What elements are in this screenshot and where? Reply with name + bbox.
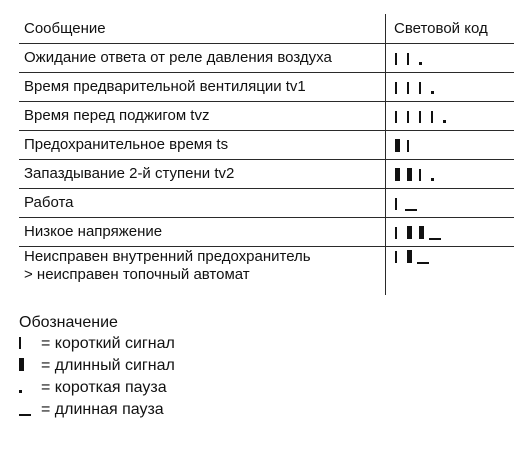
- long-pause-icon: [19, 414, 31, 416]
- row-code: [385, 160, 514, 188]
- table-row: [19, 102, 514, 131]
- short-pause-icon: [419, 62, 422, 65]
- legend-text: = короткий сигнал: [41, 335, 175, 352]
- short-signal-icon: [395, 82, 397, 94]
- long-signal-icon: [419, 226, 424, 239]
- row-message: Ожидание ответа от реле давления воздуха: [24, 49, 332, 66]
- row-message: Низкое напряжение: [24, 223, 163, 240]
- column-divider: [385, 14, 386, 295]
- short-signal-icon: [395, 251, 397, 263]
- legend-item: [19, 333, 175, 355]
- short-signal-icon: [395, 227, 397, 239]
- table-header-row: [19, 14, 514, 44]
- short-signal-icon: [395, 198, 397, 210]
- legend-symbol-icon: [19, 333, 39, 355]
- short-pause-icon: [443, 120, 446, 123]
- long-signal-icon: [407, 250, 412, 263]
- legend-text: = короткая пауза: [41, 379, 167, 396]
- long-signal-icon: [395, 168, 400, 181]
- table-row: [19, 189, 514, 218]
- row-code: [385, 131, 514, 159]
- long-pause-icon: [417, 262, 429, 264]
- row-code: [385, 218, 514, 246]
- legend-title: Обозначение: [19, 314, 118, 331]
- row-code: [385, 247, 514, 297]
- legend: [19, 313, 175, 421]
- header-message: Сообщение: [24, 19, 106, 37]
- long-signal-icon: [19, 358, 24, 371]
- long-signal-icon: [407, 168, 412, 181]
- table-row: [19, 160, 514, 189]
- legend-item: [19, 399, 164, 421]
- row-message: Неисправен внутренний предохранитель > неисправен топочный автомат: [24, 248, 311, 283]
- short-signal-icon: [395, 111, 397, 123]
- long-signal-icon: [407, 226, 412, 239]
- short-signal-icon: [419, 82, 421, 94]
- short-signal-icon: [407, 53, 409, 65]
- short-signal-icon: [395, 53, 397, 65]
- long-pause-icon: [429, 238, 441, 240]
- table-row: [19, 131, 514, 160]
- short-signal-icon: [407, 140, 409, 152]
- short-signal-icon: [19, 337, 21, 349]
- table-row: [19, 73, 514, 102]
- row-message: Время предварительной вентиляции tv1: [24, 78, 306, 95]
- row-code: [385, 102, 514, 130]
- short-signal-icon: [407, 111, 409, 123]
- short-signal-icon: [407, 82, 409, 94]
- legend-symbol-icon: [19, 355, 39, 377]
- header-code: Световой код: [394, 20, 488, 37]
- row-code: [385, 44, 514, 72]
- table-row: [19, 247, 514, 297]
- legend-symbol-icon: [19, 399, 39, 421]
- table-row: [19, 44, 514, 73]
- legend-item: [19, 355, 175, 377]
- short-signal-icon: [419, 169, 421, 181]
- long-signal-icon: [395, 139, 400, 152]
- row-code: [385, 189, 514, 217]
- short-pause-icon: [19, 390, 22, 393]
- short-pause-icon: [431, 178, 434, 181]
- row-message: Работа: [24, 194, 74, 211]
- row-code: [385, 73, 514, 101]
- row-message: Предохранительное время ts: [24, 136, 229, 153]
- legend-symbol-icon: [19, 377, 39, 399]
- legend-item: [19, 377, 167, 399]
- long-pause-icon: [405, 209, 417, 211]
- signal-code-table: [19, 14, 514, 297]
- table-row: [19, 218, 514, 247]
- row-message: Время перед поджигом tvz: [24, 107, 210, 124]
- short-signal-icon: [419, 111, 421, 123]
- row-message: Запаздывание 2-й ступени tv2: [24, 165, 235, 182]
- short-signal-icon: [431, 111, 433, 123]
- legend-text: = длинная пауза: [41, 401, 164, 418]
- short-pause-icon: [431, 91, 434, 94]
- legend-text: = длинный сигнал: [41, 357, 175, 374]
